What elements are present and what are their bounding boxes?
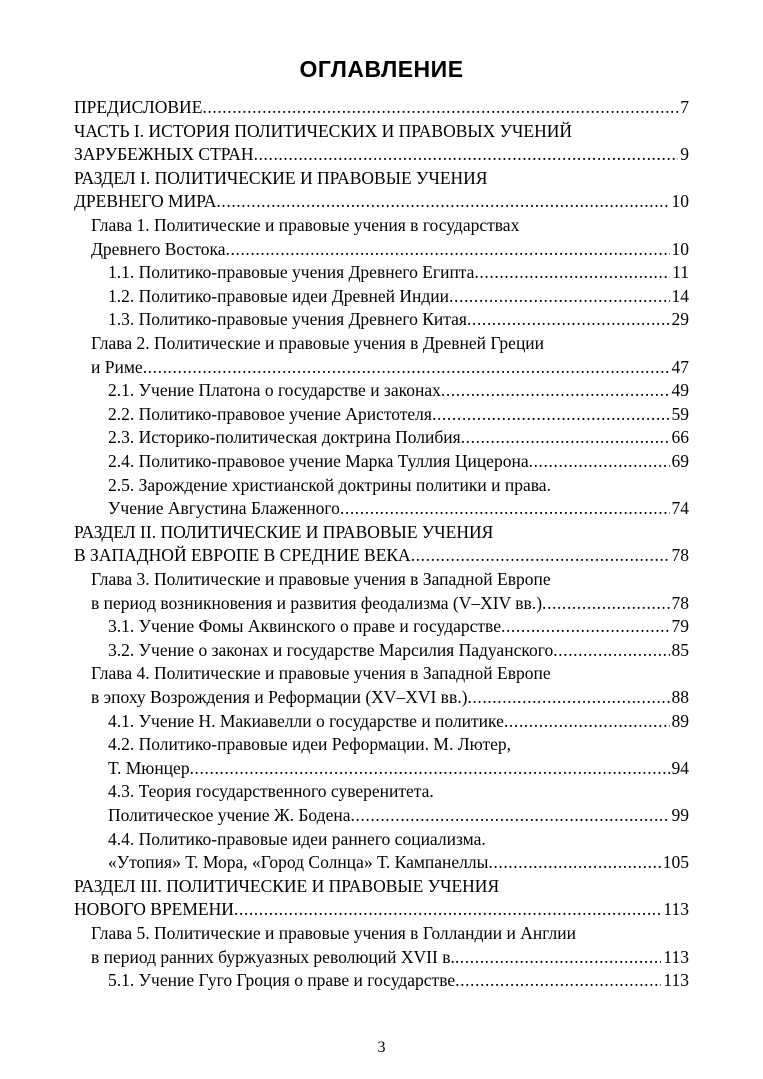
- toc-entry: [74, 190, 689, 213]
- toc-leader-dots: [529, 450, 670, 473]
- toc-entry: [91, 238, 689, 261]
- toc-entry: [91, 332, 689, 355]
- toc-entry: [74, 544, 689, 567]
- toc-entry-page: 49: [671, 380, 689, 400]
- toc-entry-title: НОВОГО ВРЕМЕНИ: [74, 899, 234, 919]
- toc-entry-page: [687, 474, 689, 497]
- toc-entry-page: 113: [663, 947, 689, 967]
- toc-leader-dots: [488, 851, 660, 874]
- toc-entry-page: [687, 733, 689, 756]
- toc-entry-page: [687, 828, 689, 851]
- toc-entry-page: [687, 167, 689, 190]
- toc-entry-title: РАЗДЕЛ II. ПОЛИТИЧЕСКИЕ И ПРАВОВЫЕ УЧЕНИЯ: [74, 522, 494, 542]
- toc-entry-title: 2.3. Историко-политическая доктрина Полибия: [108, 427, 461, 447]
- toc-leader-dots: [519, 214, 687, 237]
- toc-entry: [74, 898, 689, 921]
- toc-entry-title: 4.3. Теория государственного суверенитета.: [108, 781, 434, 801]
- toc-entry-title: 5.1. Учение Гуго Гроция о праве и государстве: [108, 970, 456, 990]
- toc-entry: [108, 308, 689, 331]
- toc-leader-dots: [449, 285, 669, 308]
- toc-entry-title: 2.5. Зарождение христианской доктрины политики и права.: [108, 475, 551, 495]
- toc-entry: [74, 120, 689, 143]
- toc-entry-page: 11: [672, 262, 689, 282]
- toc-entry-title: РАЗДЕЛ III. ПОЛИТИЧЕСКИЕ И ПРАВОВЫЕ УЧЕНИЯ: [74, 876, 500, 896]
- toc-entry-page: [687, 662, 689, 685]
- toc-entry-page: 113: [663, 970, 689, 990]
- toc-entry: [108, 828, 689, 851]
- toc-leader-dots: [551, 474, 687, 497]
- toc-leader-dots: [553, 639, 669, 662]
- toc-entry-title: Глава 3. Политические и правовые учения в Западной Европе: [91, 569, 551, 589]
- toc-entry: [108, 450, 689, 473]
- toc-entry: [74, 143, 689, 166]
- toc-entry-title: в эпоху Возрождения и Реформации (XV–XVI вв.): [91, 687, 468, 707]
- toc-entry-title: Древнего Востока: [91, 239, 226, 259]
- toc-leader-dots: [467, 308, 670, 331]
- toc-entry-page: [687, 568, 689, 591]
- toc-leader-dots: [501, 615, 670, 638]
- toc-entry-title: 2.1. Учение Платона о государстве и законах: [108, 380, 441, 400]
- toc-entry-page: [687, 120, 689, 143]
- toc-entry: [91, 946, 689, 969]
- toc-leader-dots: [226, 238, 670, 261]
- toc-entry-page: 113: [663, 899, 689, 919]
- toc-entry: [91, 592, 689, 615]
- toc-entry: [108, 733, 689, 756]
- toc-entry: [91, 356, 689, 379]
- toc-entry-page: 74: [671, 498, 689, 518]
- toc-entry-page: 105: [662, 852, 689, 872]
- toc-leader-dots: [493, 521, 687, 544]
- toc-leader-dots: [350, 804, 669, 827]
- toc-entry: [108, 497, 689, 520]
- toc-entry-title: В ЗАПАДНОЙ ЕВРОПЕ В СРЕДНИЕ ВЕКА: [74, 545, 411, 565]
- toc-entry-page: [687, 875, 689, 898]
- toc-entry-title: 1.1. Политико-правовые учения Древнего Египта: [108, 262, 475, 282]
- toc-entry-title: «Утопия» Т. Мора, «Город Солнца» Т. Кампанеллы: [108, 852, 489, 872]
- toc-entry-page: 7: [680, 97, 689, 117]
- page-number: 3: [377, 1039, 386, 1056]
- toc-entry-title: 3.2. Учение о законах и государстве Марсилия Падуанского: [108, 640, 554, 660]
- toc-entry-title: 4.4. Политико-правовые идеи раннего социализма.: [108, 829, 486, 849]
- toc-entry-page: 10: [671, 191, 689, 211]
- toc-entry: [108, 261, 689, 284]
- toc-entry-page: [687, 214, 689, 237]
- toc-entry-title: 3.1. Учение Фомы Аквинского о праве и государстве: [108, 616, 501, 636]
- toc-leader-dots: [234, 898, 661, 921]
- toc-leader-dots: [467, 686, 669, 709]
- toc-leader-dots: [511, 733, 687, 756]
- toc-entry: [108, 615, 689, 638]
- toc-entry-page: 94: [671, 758, 689, 778]
- toc-leader-dots: [504, 710, 670, 733]
- toc-entry-title: Политическое учение Ж. Бодена: [108, 805, 351, 825]
- toc-entry-title: и Риме: [91, 357, 143, 377]
- toc-entry-title: 2.4. Политико-правовое учение Марка Туллия Цицерона: [108, 451, 529, 471]
- toc-entry: [108, 757, 689, 780]
- toc-entry-title: в период возникновения и развития феодализма (V–XIV вв.): [91, 593, 543, 613]
- toc-entry-title: ДРЕВНЕГО МИРА: [74, 191, 217, 211]
- toc-entry: [91, 922, 689, 945]
- toc-entry: [108, 780, 689, 803]
- toc-entry-page: 47: [671, 357, 689, 377]
- toc-leader-dots: [411, 544, 670, 567]
- toc-entry: [74, 96, 689, 119]
- toc-entry-title: в период ранних буржуазных революций XVII в.: [91, 947, 455, 967]
- toc-entry-title: Глава 5. Политические и правовые учения в Голландии и Англии: [91, 923, 577, 943]
- toc-leader-dots: [340, 497, 670, 520]
- toc-entry: [108, 474, 689, 497]
- toc-entry-title: ЧАСТЬ I. ИСТОРИЯ ПОЛИТИЧЕСКИХ И ПРАВОВЫХ УЧЕНИЙ: [74, 121, 573, 141]
- toc-entry-title: Учение Августина Блаженного: [108, 498, 340, 518]
- toc-entry-page: [687, 922, 689, 945]
- toc-leader-dots: [487, 167, 687, 190]
- toc-entry-page: 14: [671, 286, 689, 306]
- toc-entry: [108, 804, 689, 827]
- toc-entry-page: 78: [671, 593, 689, 613]
- toc-leader-dots: [455, 946, 662, 969]
- toc-entry: [108, 285, 689, 308]
- toc-entry-title: 1.3. Политико-правовые учения Древнего Китая: [108, 309, 467, 329]
- toc-entry-page: 59: [671, 404, 689, 424]
- toc-entry: [91, 686, 689, 709]
- toc-leader-dots: [461, 426, 670, 449]
- toc-entry-page: 99: [671, 805, 689, 825]
- toc-leader-dots: [455, 969, 661, 992]
- toc-leader-dots: [190, 757, 670, 780]
- toc-leader-dots: [441, 379, 670, 402]
- toc-entry-title: Т. Мюнцер: [108, 758, 190, 778]
- toc-leader-dots: [202, 96, 678, 119]
- toc-leader-dots: [551, 662, 687, 685]
- toc-entry-page: [687, 780, 689, 803]
- toc-entry-page: [687, 332, 689, 355]
- toc-entry-title: РАЗДЕЛ I. ПОЛИТИЧЕСКИЕ И ПРАВОВЫЕ УЧЕНИЯ: [74, 168, 488, 188]
- toc-entry: [108, 403, 689, 426]
- toc-entry-title: 4.2. Политико-правовые идеи Реформации. М. Лютер,: [108, 734, 511, 754]
- toc-entry-title: ПРЕДИСЛОВИЕ: [74, 97, 203, 117]
- toc-leader-dots: [572, 120, 687, 143]
- toc-leader-dots: [576, 922, 687, 945]
- toc-leader-dots: [544, 332, 687, 355]
- toc-entry-page: 10: [671, 239, 689, 259]
- toc-entry: [108, 639, 689, 662]
- toc-entry-title: 4.1. Учение Н. Макиавелли о государстве и политике: [108, 711, 504, 731]
- toc-leader-dots: [254, 143, 679, 166]
- toc-entry: [108, 851, 689, 874]
- toc-entry: [74, 875, 689, 898]
- toc-entry-page: 69: [671, 451, 689, 471]
- toc-entry-title: 1.2. Политико-правовые идеи Древней Индии: [108, 286, 450, 306]
- toc-leader-dots: [542, 592, 669, 615]
- toc-leader-dots: [551, 568, 687, 591]
- toc-entry-page: 88: [671, 687, 689, 707]
- toc-entry: [74, 167, 689, 190]
- toc-entry-title: Глава 4. Политические и правовые учения в Западной Европе: [91, 663, 551, 683]
- toc-entry-page: [687, 521, 689, 544]
- toc-entry-title: ЗАРУБЕЖНЫХ СТРАН: [74, 144, 254, 164]
- toc-leader-dots: [474, 261, 670, 284]
- toc-leader-dots: [434, 780, 687, 803]
- toc-entry-page: 78: [671, 545, 689, 565]
- toc-entry-title: Глава 2. Политические и правовые учения в Древней Греции: [91, 333, 545, 353]
- toc-entry-page: 29: [671, 309, 689, 329]
- toc-leader-dots: [216, 190, 669, 213]
- toc-entry-page: 79: [671, 616, 689, 636]
- page-title: ОГЛАВЛЕНИЕ: [299, 56, 464, 82]
- toc-entry: [91, 568, 689, 591]
- toc-entry-page: 85: [671, 640, 689, 660]
- toc-entry-title: Глава 1. Политические и правовые учения в государствах: [91, 215, 520, 235]
- toc-entry: [108, 710, 689, 733]
- toc-leader-dots: [499, 875, 687, 898]
- toc-entry: [91, 214, 689, 237]
- toc-entry: [74, 521, 689, 544]
- toc-leader-dots: [143, 356, 670, 379]
- toc-entry-page: 9: [680, 144, 689, 164]
- toc-entry-page: 66: [671, 427, 689, 447]
- toc-leader-dots: [432, 403, 670, 426]
- toc-entry: [108, 379, 689, 402]
- toc-entry: [108, 969, 689, 992]
- toc-entry-title: 2.2. Политико-правовое учение Аристотеля: [108, 404, 432, 424]
- toc-entry: [108, 426, 689, 449]
- toc-entry-page: 89: [671, 711, 689, 731]
- toc-leader-dots: [486, 828, 687, 851]
- toc-entry: [91, 662, 689, 685]
